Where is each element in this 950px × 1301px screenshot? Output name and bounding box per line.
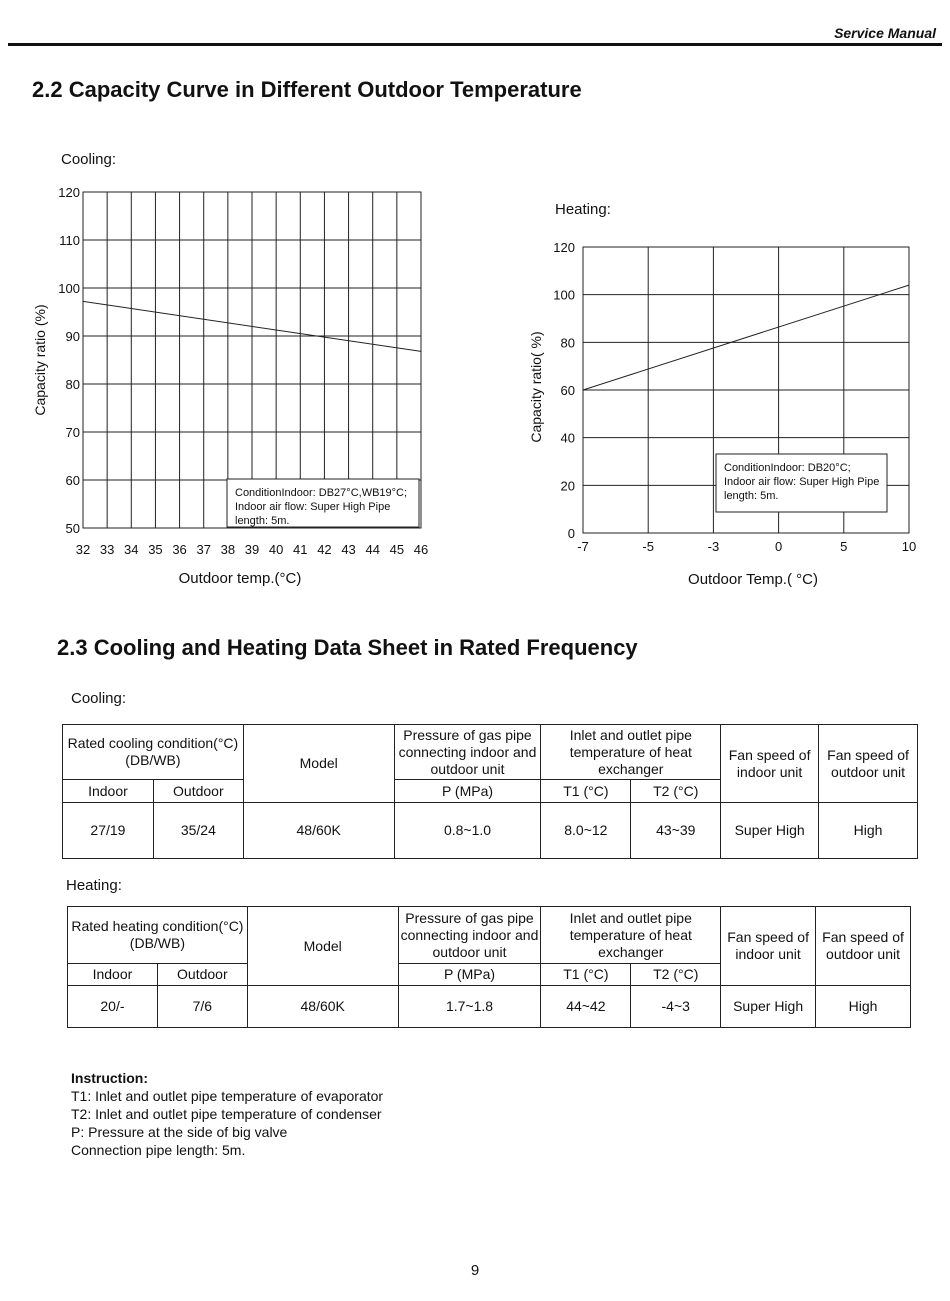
heating-capacity-chart	[520, 225, 940, 600]
y-tick-label: 0	[567, 526, 575, 541]
cell-pressure: 1.7~1.8	[398, 986, 541, 1028]
x-tick-label: 36	[172, 542, 187, 557]
cell-t1: 44~42	[541, 986, 631, 1028]
y-tick-label: 80	[65, 377, 80, 392]
rated-condition-header: Rated heating condition(°C) (DB/WB)	[68, 907, 248, 964]
y-tick-label: 20	[560, 478, 575, 494]
x-tick-label: 32	[75, 542, 91, 557]
condition-note-line: Indoor air flow: Super High Pipe	[724, 476, 880, 488]
cell-t2: -4~3	[631, 986, 721, 1028]
condition-note-line: ConditionIndoor: DB27°C,WB19°C;	[235, 487, 408, 499]
model-header: Model	[247, 907, 398, 986]
cooling-capacity-chart	[0, 170, 470, 600]
cell-fan-indoor: Super High	[721, 986, 816, 1028]
instruction-block	[71, 1069, 383, 1159]
heating-data-table	[67, 906, 911, 1028]
cell-model: 48/60K	[247, 986, 398, 1028]
instruction-line: T2: Inlet and outlet pipe temperature of condenser	[71, 1106, 382, 1122]
x-tick-label: -5	[642, 539, 654, 554]
y-axis-label: Capacity ratio (%)	[32, 304, 48, 416]
section-2-3-title: 2.3 Cooling and Heating Data Sheet in Rated Frequency	[57, 635, 638, 660]
x-tick-label: 39	[244, 542, 260, 557]
x-tick-label: 5	[840, 539, 848, 554]
x-tick-label: 42	[317, 542, 332, 557]
heating-chart-title: Heating:	[555, 201, 611, 218]
table-row	[63, 803, 918, 859]
fan-indoor-header: Fan speed of indoor unit	[721, 725, 819, 803]
y-tick-label: 120	[58, 185, 80, 200]
fan-outdoor-header: Fan speed of outdoor unit	[816, 907, 911, 986]
x-tick-label: 46	[413, 542, 429, 557]
y-tick-label: 40	[560, 430, 575, 446]
y-tick-label: 100	[58, 281, 80, 296]
t2-header: T2 (°C)	[631, 780, 721, 803]
outdoor-header: Outdoor	[157, 964, 247, 986]
inlet-outlet-header: Inlet and outlet pipe temperature of heat exchanger	[541, 907, 721, 964]
x-tick-label: 45	[389, 542, 405, 557]
x-tick-label: 34	[124, 542, 139, 557]
section-2-2-title: 2.2 Capacity Curve in Different Outdoor Temperature	[32, 77, 582, 102]
x-tick-label: 33	[99, 542, 115, 557]
model-header: Model	[243, 725, 394, 803]
pressure-unit-header: P (MPa)	[398, 964, 541, 986]
y-tick-label: 70	[65, 425, 80, 440]
x-tick-label: 35	[148, 542, 163, 557]
y-tick-label: 60	[560, 383, 575, 398]
x-tick-label: 10	[901, 539, 917, 554]
x-axis-label: Outdoor temp.(°C)	[178, 570, 302, 587]
y-tick-label: 80	[560, 335, 575, 351]
y-tick-label: 60	[65, 473, 80, 488]
cell-outdoor: 35/24	[153, 803, 243, 859]
condition-note-line: length: 5m.	[724, 490, 779, 502]
t1-header: T1 (°C)	[541, 780, 631, 803]
condition-note-line: length: 5m.	[235, 515, 290, 527]
outdoor-header: Outdoor	[153, 780, 243, 803]
y-tick-label: 120	[553, 240, 575, 255]
indoor-header: Indoor	[68, 964, 158, 986]
condition-note-line: ConditionIndoor: DB20°C;	[724, 462, 851, 474]
y-tick-label: 90	[65, 329, 80, 344]
y-axis-label: Capacity ratio( %)	[528, 331, 544, 443]
y-tick-label: 110	[59, 233, 80, 248]
t1-header: T1 (°C)	[541, 964, 631, 986]
heating-table-caption: Heating:	[66, 877, 122, 894]
instruction-title: Instruction:	[71, 1070, 148, 1086]
fan-indoor-header: Fan speed of indoor unit	[721, 907, 816, 986]
t2-header: T2 (°C)	[631, 964, 721, 986]
cell-model: 48/60K	[243, 803, 394, 859]
x-tick-label: 40	[268, 542, 284, 557]
x-tick-label: 0	[774, 539, 783, 554]
cell-fan-outdoor: High	[819, 803, 918, 859]
x-tick-label: 44	[365, 542, 380, 557]
pressure-header: Pressure of gas pipe connecting indoor and outdoor unit	[398, 907, 541, 964]
pressure-unit-header: P (MPa)	[394, 780, 541, 803]
cell-indoor: 27/19	[63, 803, 154, 859]
x-tick-label: -3	[707, 539, 720, 554]
cell-fan-outdoor: High	[816, 986, 911, 1028]
x-tick-label: 43	[341, 542, 356, 557]
y-tick-label: 100	[553, 287, 575, 303]
table-row	[68, 986, 911, 1028]
cell-t2: 43~39	[631, 803, 721, 859]
rated-condition-header: Rated cooling condition(°C) (DB/WB)	[63, 725, 244, 780]
x-tick-label: 41	[293, 542, 308, 557]
y-tick-label: 50	[65, 521, 80, 536]
indoor-header: Indoor	[63, 780, 154, 803]
page-number: 9	[470, 1262, 480, 1279]
cell-pressure: 0.8~1.0	[394, 803, 541, 859]
cell-outdoor: 7/6	[157, 986, 247, 1028]
instruction-line: Connection pipe length: 5m.	[71, 1142, 246, 1158]
cooling-data-table	[62, 724, 918, 859]
condition-note-line: Indoor air flow: Super High Pipe	[235, 501, 391, 513]
instruction-line: T1: Inlet and outlet pipe temperature of evaporator	[71, 1088, 384, 1104]
x-axis-label: Outdoor Temp.( °C)	[688, 571, 818, 588]
inlet-outlet-header: Inlet and outlet pipe temperature of heat exchanger	[541, 725, 721, 780]
cell-indoor: 20/-	[68, 986, 158, 1028]
cooling-table-caption: Cooling:	[71, 690, 127, 707]
header-rule	[8, 43, 942, 46]
instruction-line: P: Pressure at the side of big valve	[71, 1124, 288, 1140]
cell-t1: 8.0~12	[541, 803, 631, 859]
header-title: Service Manual	[834, 25, 936, 41]
series-line	[583, 285, 909, 390]
x-tick-label: 38	[220, 542, 236, 557]
x-tick-label: 37	[196, 542, 211, 557]
x-tick-label: -7	[577, 539, 589, 554]
pressure-header: Pressure of gas pipe connecting indoor and outdoor unit	[394, 725, 541, 780]
cell-fan-indoor: Super High	[721, 803, 819, 859]
cooling-chart-title: Cooling:	[61, 151, 117, 168]
fan-outdoor-header: Fan speed of outdoor unit	[819, 725, 918, 803]
